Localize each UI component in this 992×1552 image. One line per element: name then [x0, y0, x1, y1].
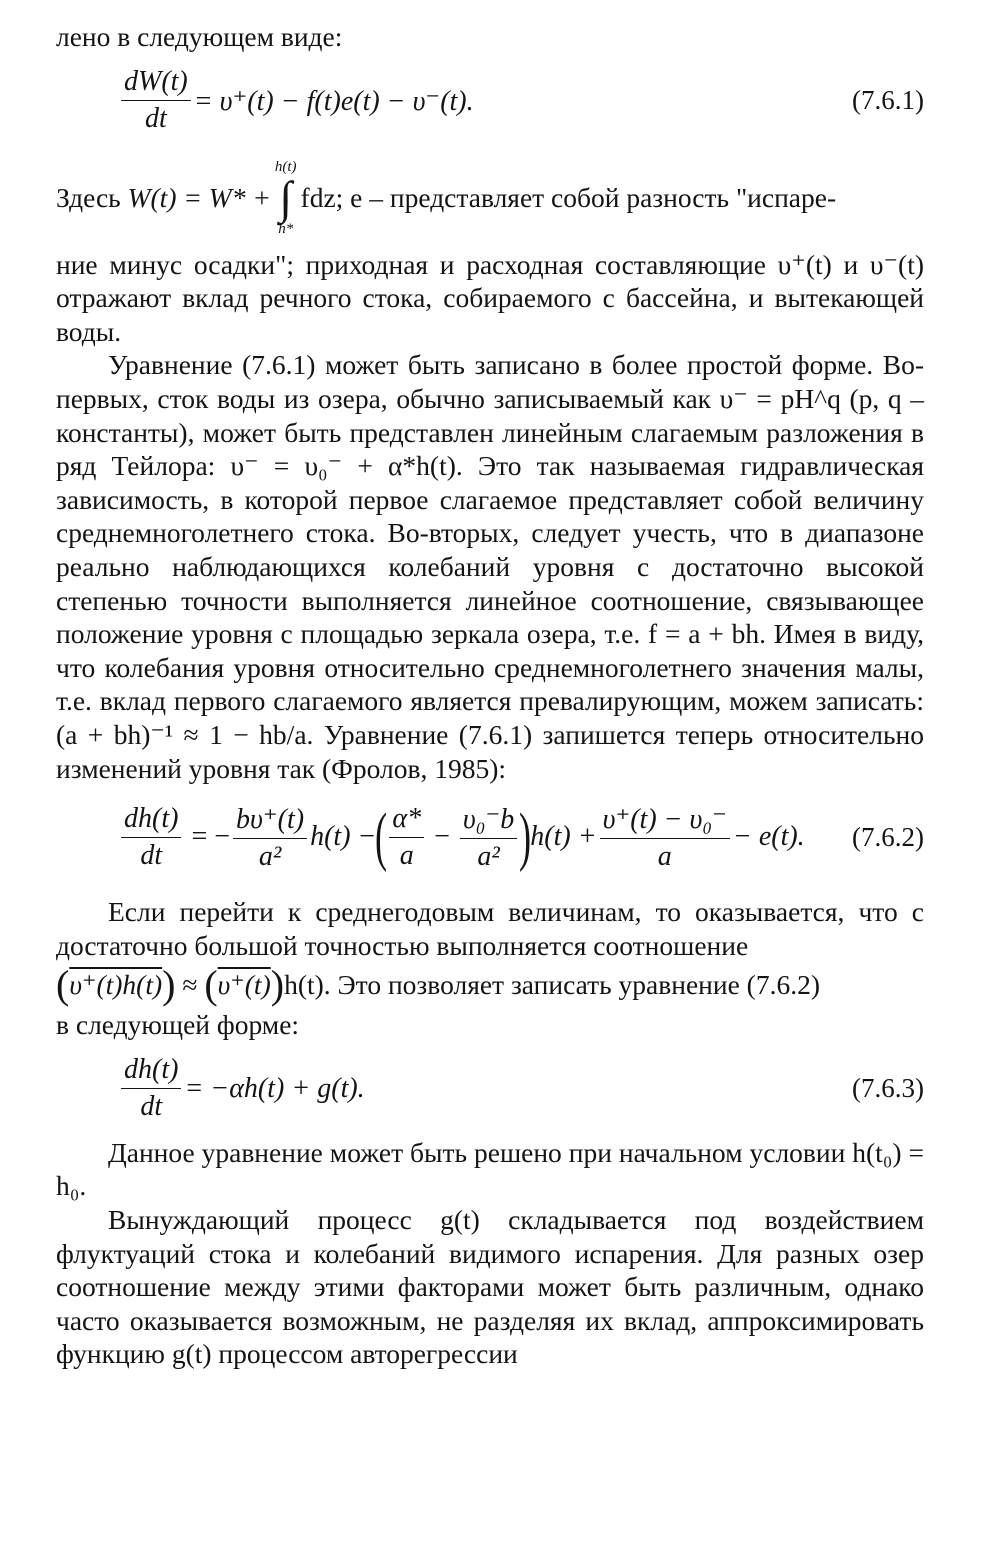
eq1-rhs: = υ⁺(t) − f(t)e(t) − υ⁻(t). [193, 85, 474, 117]
eq2-lhs-fraction [121, 803, 181, 872]
eq2-lhs-denominator: dt [140, 839, 163, 871]
eq1-lhs-fraction [121, 66, 191, 135]
eq2-fraction-2 [389, 803, 424, 872]
eq2-right-paren-icon: ) [519, 800, 532, 874]
relation-approx: ≈ [175, 969, 205, 1001]
eq3-number: (7.6.3) [852, 1073, 924, 1104]
integral-sign-icon: ∫ [279, 171, 293, 223]
paragraph-intro: лено в следующем виде: [56, 21, 343, 52]
eq2-f3-denominator: a² [477, 840, 500, 872]
eq2-minus: − [427, 821, 457, 853]
eq2-number: (7.6.2) [852, 821, 924, 852]
eq2-left-paren-icon: ( [375, 800, 388, 874]
paragraph-relation [56, 962, 924, 1008]
eq2-fraction-3 [460, 802, 517, 873]
here-w-expr: W(t) = W* + [127, 181, 271, 213]
eq2-f4-numerator: υ⁺(t) − υ₀⁻ [600, 802, 730, 839]
paragraph-initial-condition: Данное уравнение может быть решено при начальном условии h(t₀) = h₀. [56, 1136, 924, 1202]
integral-symbol [275, 159, 297, 237]
eq2-lhs-numerator: dh(t) [121, 803, 181, 838]
eq2-f4-denominator: a [657, 840, 672, 872]
paragraph-here-w [56, 148, 924, 248]
paragraph-components: ние минус осадки"; приходная и расходная составляющие υ⁺(t) и υ⁻(t) отражают вклад речного стока, собираемого с бассейна, и вытекающей воды. [56, 248, 924, 347]
eq3-lhs-denominator: dt [140, 1091, 163, 1123]
paragraph-annual-averages: Если перейти к среднегодовым величинам, то оказывается, что с достаточно большой точностью выполняется соотношение [56, 896, 924, 961]
paragraph-next-form: в следующей форме: [56, 1009, 300, 1041]
eq2-f1-numerator: bυ⁺(t) [233, 802, 307, 839]
relation-left-paren-2-icon: ( [204, 962, 218, 1008]
eq2-f2-numerator: α* [389, 803, 424, 838]
integral-upper-limit: h(t) [274, 158, 297, 175]
eq3-rhs: = −αh(t) + g(t). [184, 1072, 365, 1104]
equation-7-6-1 [56, 60, 924, 142]
relation-tail: h(t). Это позволяет записать уравнение (7.6.2) [284, 969, 820, 1001]
eq3-lhs-fraction [121, 1054, 181, 1123]
eq1-number: (7.6.1) [852, 85, 924, 116]
relation-lhs: υ⁺(t)h(t) [69, 969, 163, 1001]
relation-left-paren-icon: ( [56, 962, 70, 1008]
integral-lower-limit: h* [278, 220, 294, 237]
eq3-lhs-numerator: dh(t) [121, 1054, 181, 1089]
paragraph-forcing-process: Вынуждающий процесс g(t) складывается под воздействием флуктуаций стока и колебаний видимого испарения. Для разных озер соотношение между этими факторами может быть различным, однако часто оказывается возможным, не разделяя их вклад, аппроксимировать функцию g(t) процессом авторегрессии [56, 1204, 924, 1370]
relation-right-paren-icon: ) [162, 962, 176, 1008]
relation-mid: υ⁺(t) [217, 969, 271, 1001]
equation-7-6-2 [56, 793, 924, 881]
here-tail: fdz; e – представляет собой разность "испаре- [300, 181, 837, 213]
eq2-f2-denominator: a [399, 839, 414, 871]
eq2-fraction-4 [600, 802, 730, 873]
eq2-ht-2: h(t) + [530, 821, 597, 853]
eq2-fraction-1 [233, 802, 307, 873]
eq2-f1-denominator: a² [258, 840, 282, 872]
eq1-lhs-denominator: dt [144, 103, 167, 135]
eq2-f3-numerator: υ₀⁻b [460, 802, 517, 839]
eq1-lhs-numerator: dW(t) [121, 66, 191, 101]
relation-right-paren-2-icon: ) [270, 962, 285, 1008]
page-content [56, 20, 924, 1371]
eq2-ht-1: h(t) − [310, 821, 377, 853]
eq2-tail: − e(t). [732, 821, 805, 853]
eq2-equals-minus: = − [184, 821, 231, 853]
here-lead: Здесь [56, 181, 121, 213]
equation-7-6-3 [56, 1048, 924, 1130]
paragraph-simplification: Уравнение (7.6.1) может быть записано в более простой форме. Во-первых, сток воды из озера, обычно записываемый как υ⁻ = pH^q (p, q – константы), может быть представлен линейным слагаемым разложения в ряд Тейлора: υ⁻ = υ₀⁻ + α*h(t). Это так называемая гидравлическая зависимость, в которой первое слагаемое представляет собой величину среднемноголетнего стока. Во-вторых, следует учесть, что в диапазоне реально наблюдающихся колебаний уровня с достаточно высокой степенью точности выполняется линейное соотношение, связывающее положение уровня с площадью зеркала озера, т.е. f = a + bh. Имея в виду, что колебания уровня относительно среднемноголетнего значения малы, т.е. вклад первого слагаемого является превалирующим, можем записать: (a + bh)⁻¹ ≈ 1 − hb/a. Уравнение (7.6.1) запишется теперь относительно изменений уровня так (Фролов, 1985): [56, 349, 924, 784]
